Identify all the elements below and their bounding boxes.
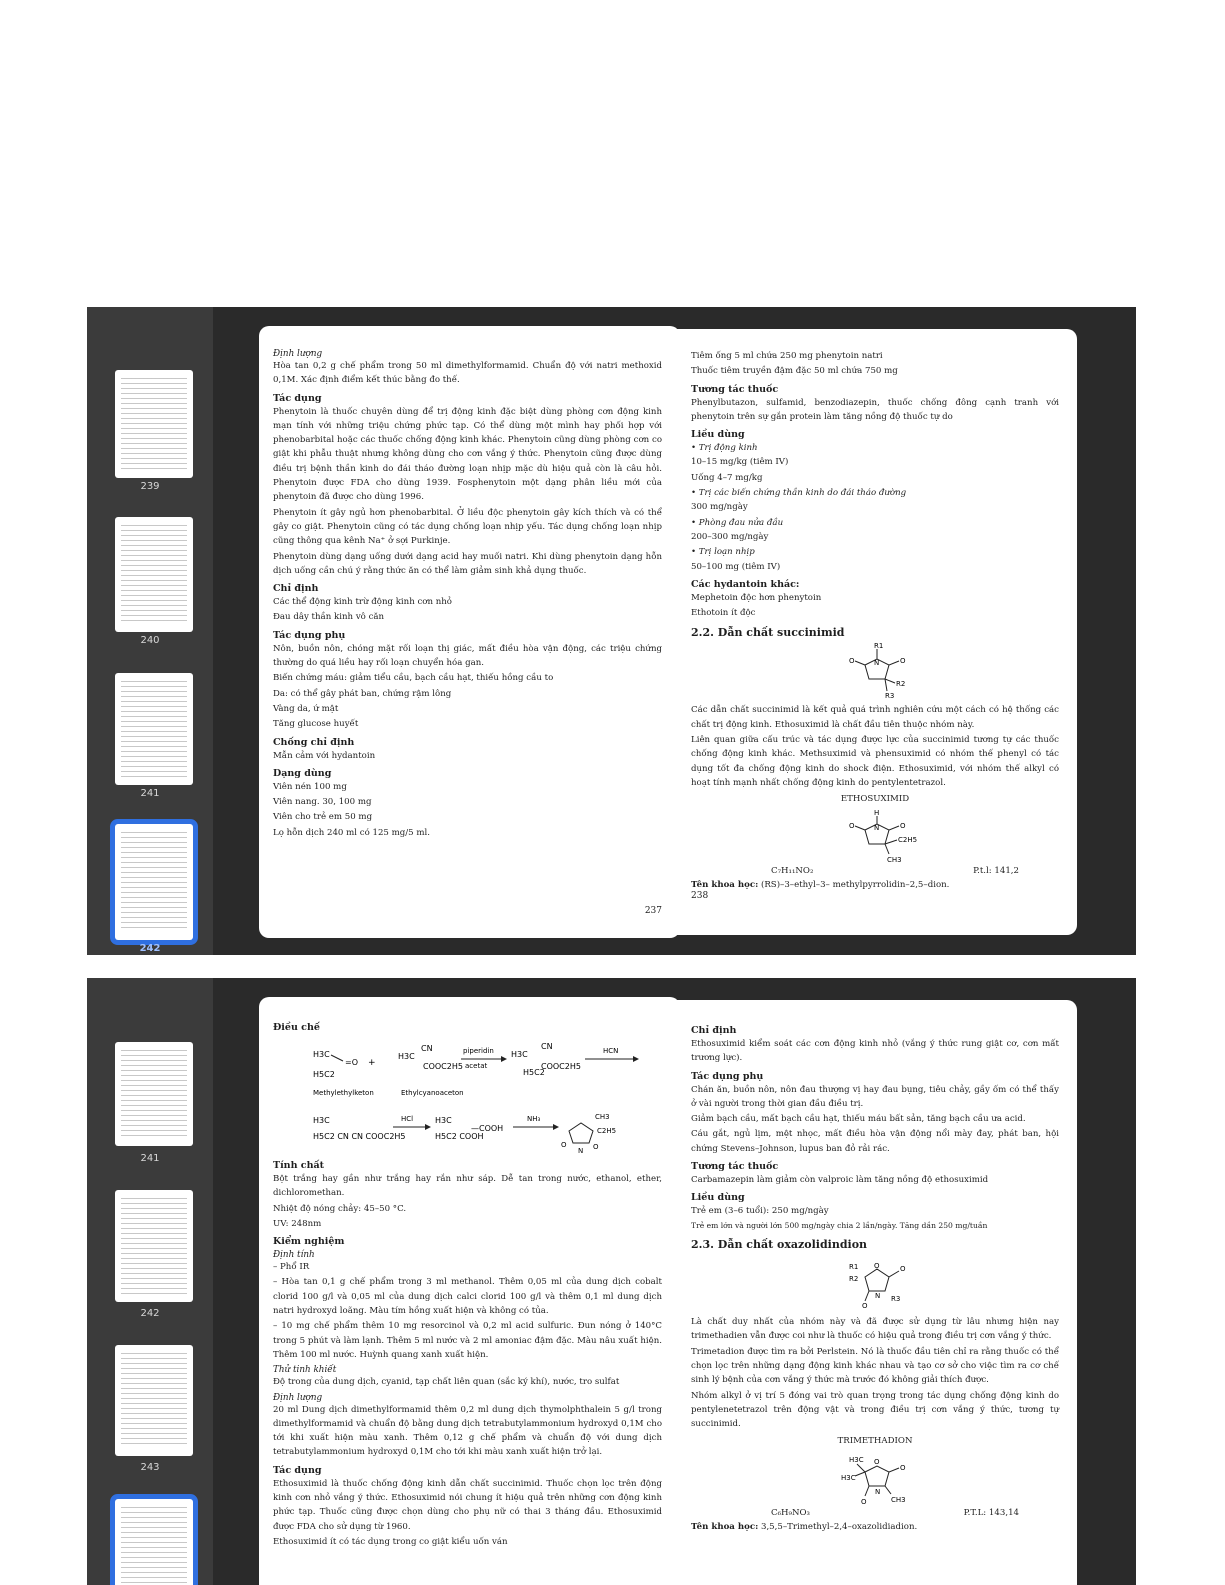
svg-text:CH3: CH3 <box>887 856 902 865</box>
molecular-formula: C₇H₁₁NO₂ <box>771 866 814 877</box>
svg-text:N: N <box>875 1292 881 1301</box>
pdf-viewer-top <box>87 307 1136 955</box>
compound-label: Ethylcyanoaceton <box>401 1089 464 1097</box>
svg-text:O: O <box>900 657 906 666</box>
svg-text:H3C: H3C <box>313 1050 330 1059</box>
svg-text:N: N <box>578 1147 584 1155</box>
thumbnail-label: 242 <box>140 1308 160 1319</box>
reagent-label: acetat <box>465 1062 488 1070</box>
paragraph: – Hòa tan 0,1 g chế phẩm trong 3 ml methanol. Thêm 0,05 ml của dung dịch cobalt clorid 100 g/l và 0,05 ml của dung dịch calci clorid 100 g/l và thêm 0,1 ml dung dịch natri hydroxyd loãng. Màu tím hồng xuất hiện và không có tủa. <box>273 1277 662 1317</box>
subsection-heading: Định lượng <box>273 349 323 359</box>
paragraph: Trẻ em lớn và người lớn 500 mg/ngày chia 2 lần/ngày. Tăng dần 250 mg/tuần <box>691 1220 988 1230</box>
paragraph: Viên cho trẻ em 50 mg <box>273 812 373 823</box>
paragraph: Nhóm alkyl ở vị trí 5 đóng vai trò quan trọng trong tác dụng chống động kinh do pentylenetetrazol trên động vật và trong điều trị cơn vắng ý thức, tương tự succinimid. <box>691 1390 1059 1430</box>
molecular-weight: P.T.L: 143,14 <box>963 1507 1019 1518</box>
section-heading: Các hydantoin khác: <box>691 578 800 590</box>
paragraph: 10–15 mg/kg (tiêm IV) <box>691 457 789 468</box>
formula-row <box>771 1508 1019 1518</box>
section-heading: Chỉ định <box>273 583 319 595</box>
thumbnail-page[interactable] <box>115 370 193 478</box>
reagent-label: piperidin <box>463 1047 494 1055</box>
paragraph: Đau dây thần kinh vô căn <box>273 612 385 623</box>
paragraph: Da: có thể gây phát ban, chứng rậm lông <box>273 688 452 699</box>
scientific-name <box>691 878 1059 892</box>
svg-text:CN: CN <box>541 1042 553 1051</box>
paragraph: Nôn, buồn nôn, chóng mặt rối loạn thị giác, mất điều hòa vận động, các triệu chứng thường do quá liều hay rối loạn chuyển hóa gan. <box>273 643 662 669</box>
paragraph: Viên nang. 30, 100 mg <box>273 797 372 808</box>
svg-text:O: O <box>900 822 906 831</box>
subsection-heading: Định tính <box>273 1250 315 1261</box>
compound-label: Methylethylketon <box>313 1089 374 1097</box>
svg-text:O: O <box>900 1265 906 1274</box>
paragraph: Phenytoin là thuốc chuyên dùng để trị động kinh đặc biệt dùng phòng cơn động kinh mạn tính với những triệu chứng phức tạp. Có thể dùng một mình hay phối hợp với phenobarbital hoặc các thuốc chống động kinh khác. Phenytoin cũng dùng phòng cơn co giật khi phẫu thuật nhưng không dùng cho cơn vắng ý thức. Phenytoin cũng được dùng điều trị bệnh thần kinh do đái tháo đường loạn nhịp mặc dù hiệu quả còn là câu hỏi. Phenytoin được FDA cho dùng 1939. Fosphenytoin một dạng phân liều mới của phenytoin đã được cho dùng 1996. <box>273 406 662 503</box>
svg-text:H3C: H3C <box>435 1116 452 1125</box>
compound-name: ETHOSUXIMID <box>840 794 910 805</box>
trimethadion-structure <box>815 1450 935 1506</box>
svg-text:N: N <box>874 824 880 833</box>
paragraph: Chán ăn, buồn nôn, nôn đau thượng vị hay đau bụng, tiêu chảy, gầy ốm có thể thấy ở vài người trong thời gian đầu điều trị. <box>691 1084 1059 1109</box>
section-heading: Tác dụng <box>273 392 322 404</box>
paragraph: Liên quan giữa cấu trúc và tác dụng được lực của succinimid tương tự các thuốc chống động kinh khác. Methsuximid và phensuximid có nhóm thế phenyl có tác dụng tốt đa chống động kinh do shock điện. Ethosuximid, với nhóm thế alkyl có hoạt tính mạnh nhất chống động kinh do pentylentetrazol. <box>691 735 1059 788</box>
pdf-viewer-bottom <box>87 978 1136 1585</box>
svg-text:=O: =O <box>345 1058 358 1067</box>
thumbnail-label: 240 <box>140 635 160 646</box>
subsection-heading: Định lượng <box>273 1392 323 1403</box>
svg-text:C2H5: C2H5 <box>597 1127 617 1135</box>
paragraph: Nhiệt độ nóng chảy: 45–50 °C. <box>273 1203 407 1214</box>
section-heading: Kiểm nghiệm <box>273 1236 345 1248</box>
reagent-label: NH₃ <box>527 1115 541 1123</box>
svg-text:R1: R1 <box>874 643 884 651</box>
svg-text:CH3: CH3 <box>891 1495 906 1504</box>
paragraph: – 10 mg chế phẩm thêm 10 mg resorcinol và 0,2 ml acid sulfuric. Đun nóng ở 140°C trong 5 phút và làm lạnh. Thêm 5 ml nước và 2 ml amoniac đậm đặc. Màu nâu xuất hiện. Thêm 100 ml nước. Huỳnh quang xanh xuất hiện. <box>273 1321 662 1360</box>
section-heading: Dạng dùng <box>273 767 332 779</box>
thumbnail-page[interactable] <box>115 517 193 632</box>
succinimid-structure <box>815 643 935 699</box>
paragraph: Tăng glucose huyết <box>273 719 359 730</box>
svg-text:O: O <box>874 1262 880 1271</box>
paragraph: Viên nén 100 mg <box>273 781 347 792</box>
thumbnail-label: 241 <box>140 788 160 799</box>
section-heading: Tác dụng <box>273 1464 322 1476</box>
thumbnail-label-selected: 242 <box>139 943 161 954</box>
bullet-item: • Trị các biến chứng thần kinh do đái tháo đường <box>691 488 907 499</box>
section-heading: Tính chất <box>273 1160 325 1171</box>
svg-text:O: O <box>900 1463 906 1472</box>
section-title: 2.2. Dẫn chất succinimid <box>691 626 845 640</box>
svg-text:H3C: H3C <box>398 1052 415 1061</box>
bullet-item: • Trị động kinh <box>691 443 758 454</box>
paragraph: UV: 248nm <box>273 1218 322 1229</box>
paragraph: Biến chứng máu: giảm tiểu cầu, bạch cầu hạt, thiếu hồng cầu to <box>273 673 554 684</box>
svg-text:H: H <box>874 809 880 818</box>
svg-text:O: O <box>874 1457 880 1466</box>
subsection-heading: Thử tinh khiết <box>273 1365 337 1376</box>
page-number: 238 <box>691 891 709 901</box>
document-page-right <box>667 329 1077 935</box>
paragraph: Trẻ em (3–6 tuổi): 250 mg/ngày <box>691 1206 829 1217</box>
paragraph: 50–100 mg (tiêm IV) <box>691 561 781 572</box>
scientific-name <box>691 1520 1059 1534</box>
section-heading: Chống chỉ định <box>273 736 355 748</box>
svg-text:H3C: H3C <box>841 1473 856 1482</box>
paragraph: Hòa tan 0,2 g chế phẩm trong 50 ml dimethylformamid. Chuẩn độ với natri methoxid 0,1M. Xác định điểm kết thúc bằng đo thế. <box>273 361 662 386</box>
document-page-left <box>259 326 680 938</box>
page-number: 237 <box>644 906 662 916</box>
thumbnail-page-selected[interactable] <box>115 824 193 940</box>
svg-text:COOC2H5: COOC2H5 <box>423 1062 463 1071</box>
paragraph: Các thể động kinh trừ động kinh cơn nhỏ <box>273 597 452 608</box>
document-page-left <box>259 997 680 1585</box>
paragraph: Các dẫn chất succinimid là kết quả quá trình nghiên cứu một cách có hệ thống các chất trị động kinh. Ethosuximid là chất đầu tiên thuộc nhóm này. <box>691 705 1059 730</box>
compound-name: TRIMETHADION <box>837 1435 913 1446</box>
scientific-name-label: Tên khoa học: <box>691 880 759 891</box>
paragraph: Ethosuximid ít có tác dụng trong co giật kiểu uốn ván <box>273 1536 508 1547</box>
paragraph: Vàng da, ứ mật <box>273 703 339 714</box>
paragraph: Thuốc tiêm truyền đậm đặc 50 ml chứa 750 mg <box>691 366 898 377</box>
section-heading: Tương tác thuốc <box>691 1161 779 1173</box>
svg-text:R3: R3 <box>891 1295 901 1304</box>
svg-text:H3C: H3C <box>511 1050 528 1059</box>
svg-text:R2: R2 <box>849 1275 859 1284</box>
bullet-item: • Trị loạn nhịp <box>691 547 755 558</box>
svg-text:+: + <box>368 1058 376 1068</box>
paragraph: Bột trắng hay gần như trắng hay rắn như sáp. Dễ tan trong nước, ethanol, ether, dichloromethan. <box>273 1174 662 1199</box>
scientific-name-value: 3,5,5–Trimethyl–2,4–oxazolidiadion. <box>760 1521 918 1532</box>
oxazolidindion-structure <box>815 1255 935 1311</box>
thumbnail-page-selected[interactable] <box>115 1499 193 1585</box>
svg-text:R3: R3 <box>885 692 895 700</box>
scientific-name-value: (RS)–3–ethyl–3– methylpyrrolidin–2,5–dion. <box>760 880 950 891</box>
paragraph: Ethosuximid kiểm soát các cơn động kinh nhỏ (vắng ý thức rung giật cơ, cơn mất trương lực). <box>691 1039 1059 1064</box>
thumbnail-sidebar[interactable] <box>87 978 213 1585</box>
thumbnail-page[interactable] <box>115 1190 193 1302</box>
section-heading: Tác dụng phụ <box>273 629 346 641</box>
thumbnail-page[interactable] <box>115 673 193 785</box>
bullet-item: • Phòng đau nửa đầu <box>691 517 784 528</box>
section-heading: Tương tác thuốc <box>691 383 779 395</box>
paragraph: 300 mg/ngày <box>691 502 748 513</box>
svg-text:—COOH: —COOH <box>471 1124 504 1133</box>
svg-text:R2: R2 <box>896 680 906 689</box>
svg-text:H5C2 COOH: H5C2 COOH <box>435 1132 484 1141</box>
paragraph: 20 ml Dung dịch dimethylformamid thêm 0,2 ml dung dịch thymolphthalein 5 g/l trong dimethylformamid và chuẩn độ bằng dung dịch tetrabutylammonium hydroxyd 0,1M cho tới khi xuất hiện màu xanh. Thêm 0,12 g chế phẩm và chuẩn độ với dung dịch tetrabutylammonium hydroxyd 0,1M cho tới khi màu xanh xuất hiện trở lại. <box>273 1404 662 1458</box>
thumbnail-page[interactable] <box>115 1345 193 1456</box>
paragraph: Trimetadion được tìm ra bởi Perlstein. Nó là thuốc đầu tiên chỉ ra rằng thuốc có thể chọn lọc trên những dạng động kinh khác nhau và tạo cơ sở cho việc tìm ra cơ chế sinh lý bệnh của cơn vắng ý thức mà trước đó không giải thích được. <box>691 1346 1059 1386</box>
svg-text:COOC2H5: COOC2H5 <box>541 1062 581 1071</box>
thumbnail-label: 239 <box>140 481 160 492</box>
paragraph: Phenytoin dùng dạng uống dưới dạng acid hay muối natri. Khi dùng phenytoin dạng hỗn dịch uống cần chú ý rằng thức ăn có thể làm giảm sinh khả dụng thuốc. <box>273 551 662 576</box>
paragraph: Cáu gắt, ngủ lịm, mệt nhọc, mất điều hòa vận động nổi mày đay, phát ban, hội chứng Stevens–Johnson, lupus ban đỏ rải rác. <box>691 1129 1059 1154</box>
svg-text:H3C: H3C <box>849 1455 864 1464</box>
section-title: 2.3. Dẫn chất oxazolidindion <box>691 1238 868 1252</box>
paragraph: Mẫn cảm với hydantoin <box>273 750 376 761</box>
ethosuximid-structure <box>815 808 935 864</box>
scientific-name-label: Tên khoa học: <box>691 1521 759 1532</box>
paragraph: 200–300 mg/ngày <box>691 531 769 542</box>
synthesis-scheme <box>273 1035 653 1155</box>
paragraph: Độ trong của dung dịch, cyanid, tạp chất liên quan (sắc ký khí), nước, tro sulfat <box>273 1377 620 1388</box>
document-page-right <box>667 1000 1077 1585</box>
paragraph: Tiêm ống 5 ml chứa 250 mg phenytoin natri <box>691 351 883 361</box>
svg-text:CH3: CH3 <box>595 1113 610 1121</box>
svg-text:O: O <box>862 1302 868 1311</box>
thumbnail-sidebar[interactable] <box>87 307 213 955</box>
thumbnail-label: 243 <box>140 1462 160 1473</box>
reagent-label: HCl <box>401 1115 414 1123</box>
paragraph: Mephetoin độc hơn phenytoin <box>691 592 822 603</box>
molecular-weight: P.t.l: 141,2 <box>973 866 1019 877</box>
paragraph: Uống 4–7 mg/kg <box>691 472 763 483</box>
svg-text:H3C: H3C <box>313 1116 330 1125</box>
svg-text:O: O <box>593 1143 599 1151</box>
paragraph: Là chất duy nhất của nhóm này và đã được sử dụng từ lâu nhưng hiện nay trimethadien vẫn được coi như là thuốc có hiệu quả trong điều trị cơn vắng ý thức. <box>691 1317 1059 1342</box>
svg-text:O: O <box>561 1141 567 1149</box>
thumbnail-page[interactable] <box>115 1042 193 1146</box>
thumbnail-label: 241 <box>140 1153 160 1164</box>
molecular-formula: C₆H₉NO₃ <box>771 1507 810 1518</box>
reagent-label: HCN <box>603 1047 619 1055</box>
section-heading: Liều dùng <box>691 429 745 441</box>
section-heading: Tác dụng phụ <box>691 1070 764 1082</box>
section-heading: Liều dùng <box>691 1192 745 1204</box>
paragraph: – Phổ IR <box>273 1262 310 1273</box>
svg-text:H5C2 CN CN COOC2H5: H5C2 CN CN COOC2H5 <box>313 1132 406 1141</box>
svg-text:O: O <box>861 1497 867 1506</box>
paragraph: Carbamazepin làm giảm còn valproic làm tăng nồng độ ethosuximid <box>691 1175 989 1186</box>
svg-text:N: N <box>874 659 880 668</box>
svg-text:H5C2: H5C2 <box>313 1070 335 1079</box>
paragraph: Phenytoin ít gây ngủ hơn phenobarbital. Ở liều độc phenytoin gây kích thích và có thể gây co giật. Phenytoin cũng có tác dụng chống loạn nhịp yếu. Tác dụng chống loạn nhịp cũng thông qua kênh Na⁺ ở sợi Purkinje. <box>273 507 662 547</box>
paragraph: Phenylbutazon, sulfamid, benzodiazepin, thuốc chống đông cạnh tranh với phenytoin trên sự gắn protein làm tăng nồng độ thuốc tự do <box>691 397 1059 422</box>
paragraph: Ethosuximid là thuốc chống động kinh dẫn chất succinimid. Thuốc chọn lọc trên động kinh cơn nhỏ vắng ý thức. Ethosuximid nói chung ít hiệu quả trên những cơn động kinh phức tạp. Thuốc cũng được chọn dùng cho phụ nữ có thai 3 tháng đầu. Ethosuximid được FDA cho sử dụng từ 1960. <box>273 1478 662 1532</box>
svg-text:O: O <box>849 822 855 831</box>
svg-text:H5C2: H5C2 <box>523 1068 545 1077</box>
svg-text:CN: CN <box>421 1044 433 1053</box>
formula-row <box>771 866 1019 876</box>
svg-text:O: O <box>849 657 855 666</box>
section-heading: Điều chế <box>273 1022 320 1033</box>
svg-text:R1: R1 <box>849 1263 859 1272</box>
section-heading: Chỉ định <box>691 1025 737 1036</box>
svg-text:C2H5: C2H5 <box>898 836 918 845</box>
svg-text:N: N <box>875 1487 881 1496</box>
paragraph: Ethotoin ít độc <box>691 608 756 619</box>
paragraph: Lọ hỗn dịch 240 ml có 125 mg/5 ml. <box>273 827 430 838</box>
paragraph: Giảm bạch cầu, mất bạch cầu hạt, thiếu máu bất sản, tăng bạch cầu ưa acid. <box>691 1114 1026 1125</box>
